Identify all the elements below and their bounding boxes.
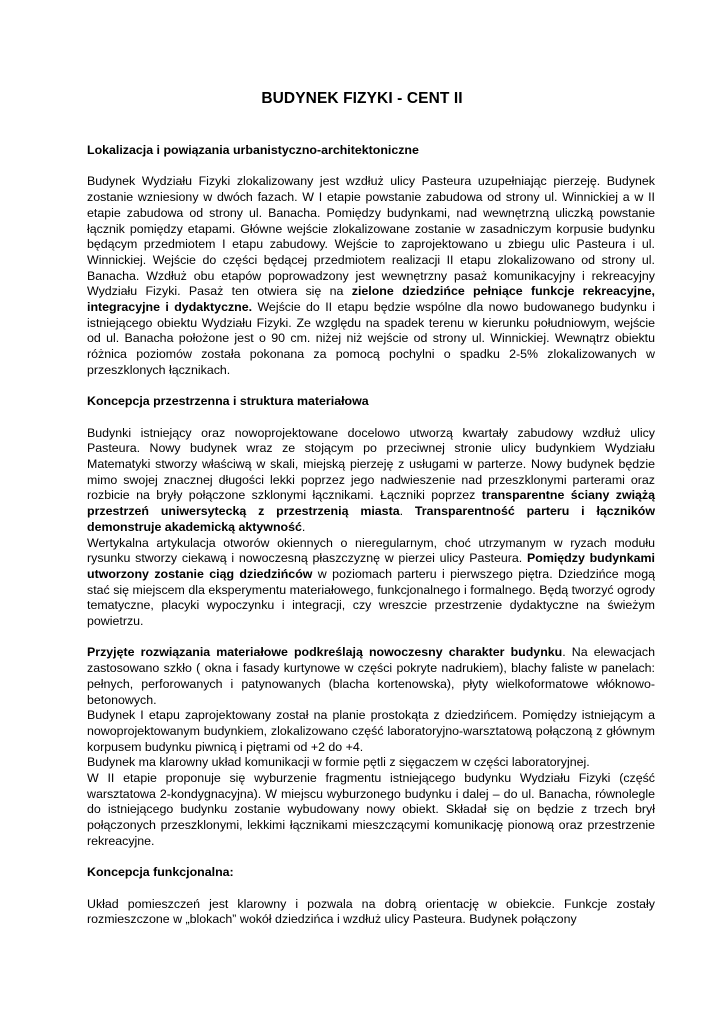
text-run: Budynki istniejący oraz nowoprojektowane docelowo utworzą kwartały zabudowy wzdłuż ulicy Pasteura. Nowy budynek wraz ze stojącym po przeciwnej stronie ulicy budynkiem Wydziału Matematyki stworzy właściwą w skali, miejską pierzeję z usługami w parterze. Nowy budynek będzie mimo swojej znacznej długości lekki poprzez jego nadwieszenie nad przeszklonymi parterami oraz rozbicie na bryły połączone szklonymi łącznikami. Łączniki poprzez xyxy=(87,425,655,503)
paragraph-spacer xyxy=(87,379,655,395)
body-paragraph xyxy=(87,771,655,850)
text-run: W II etapie proponuje się wyburzenie fragmentu istniejącego budynku Wydziału Fizyki (część warsztatowa 2-kondygnacyjna). W miejscu wyburzonego budynku i dalej – do ul. Banacha, równolegle do istniejącego budynku zostanie wybudowany nowy obiekt. Składał się on będzie z trzech brył połączonych przeszklonymi, lekkimi łącznikami mieszczącymi komunikację pionową oraz przestrzenie rekreacyjne. xyxy=(87,771,655,848)
text-run: . xyxy=(301,519,306,534)
emphasized-text: Przyjęte rozwiązania materiałowe podkreślają nowoczesny charakter budynku xyxy=(87,645,563,660)
section-heading: Koncepcja przestrzenna i struktura materiałowa xyxy=(87,394,369,409)
document-title: BUDYNEK FIZYKI - CENT II xyxy=(261,90,463,107)
body-paragraph xyxy=(87,645,655,708)
paragraph-spacer xyxy=(87,850,655,866)
emphasized-text: zielone dziedzińce pełniące funkcje rekreacyjne, integracyjne i dydaktyczne. xyxy=(87,284,655,315)
text-run: Budynek Wydziału Fizyki zlokalizowany jest wzdłuż ulicy Pasteura uzupełniając pierzeję. Budynek zostanie wzniesiony w dwóch fazach. W I etapie powstanie zabudowa od strony ul. Winnickiej a w II etapie zabudowa od strony ul. Banacha. Pomiędzy budynkami, nad wewnętrzną uliczką powstanie łącznik pomiędzy etapami. Główne wejście zlokalizowane zostanie w zasadniczym korpusie budynku będącym przedmiotem I etapu zabudowy. Wejście to zaprojektowano u zbiegu ulic Pasteura i ul. Winnickiej. Wejście do części będącej przedmiotem realizacji II etapu zlokalizowano od strony ul. Banacha. Wzdłuż obu etapów poprowadzony jest wewnętrzny pasaż komunikacyjny i rekreacyjny Wydziału Fizyki. Pasaż ten otwiera się na xyxy=(87,174,655,299)
paragraph-spacer xyxy=(87,881,655,897)
body-paragraph xyxy=(87,897,655,928)
emphasized-text: transparentne ściany zwiążą przestrzeń uniwersytecką z przestrzenią miasta xyxy=(87,488,655,519)
text-run: Budynek I etapu zaprojektowany został na planie prostokąta z dziedzińcem. Pomiędzy istniejącym a nowoprojektowanym budynkiem, zlokalizowano część laboratoryjno-warsztatową połączoną z głównym korpusem budynku piwnicą i piętrami od +2 do +4. xyxy=(87,708,655,754)
body-paragraph xyxy=(87,426,655,536)
emphasized-text: Transparentność parteru i łączników demonstruje akademicką aktywność xyxy=(87,504,655,534)
body-paragraph xyxy=(87,536,655,630)
text-run: Budynek ma klarowny układ komunikacji w formie pętli z sięgaczem w części laboratoryjnej. xyxy=(87,755,590,770)
body-paragraph xyxy=(87,708,655,755)
text-run: Wejście do II etapu będzie wspólne dla nowo budowanego budynku i istniejącego obiektu Wydziału Fizyki. Ze względu na spadek terenu w kierunku południowym, wejście od ul. Banacha położone jest o 90 cm. niżej niż wejście od strony ul. Winnickiej. Wewnątrz obiektu różnica poziomów została pokonana za pomocą pochylni o spadku 2-5% zlokalizowanych w przeszklonych łącznikach. xyxy=(87,300,656,377)
body-paragraph xyxy=(87,174,655,378)
document-body xyxy=(87,143,655,928)
text-run: . xyxy=(399,504,415,519)
text-run: Wertykalna artykulacja otworów okiennych o nieregularnym, choć utrzymanym w ryzach modułu rysunku stworzy ciekawą i nowoczesną płaszczyznę w pierzei ulicy Pasteura. xyxy=(87,535,655,566)
section-heading: Lokalizacja i powiązania urbanistyczno-architektoniczne xyxy=(87,143,419,157)
emphasized-text: Pomiędzy budynkami utworzony zostanie ciąg dziedzińców xyxy=(87,551,655,581)
text-run: Układ pomieszczeń jest klarowny i pozwala na dobrą orientację w obiekcie. Funkcje zostały rozmieszczone w „blokach” wokół dziedzińca i wzdłuż ulicy Pasteura. Budynek połączony xyxy=(87,896,655,927)
text-run: . Na elewacjach zastosowano szkło ( okna i fasady kurtynowe w części pokryte nadrukiem), blachy faliste w panelach: pełnych, perforowanych i patynowanych (blacha kortenowska), płyty wielkoformatowe włóknowo-betonowych. xyxy=(87,645,656,707)
paragraph-spacer xyxy=(87,159,655,175)
text-run: w poziomach parteru i pierwszego piętra. Dziedzińce mogą stać się miejscem dla eksperymentu materiałowego, funkcjonalnego i formalnego. Będą tworzyć ogrody tematyczne, placyki wypoczynku i integracji, czy wreszcie przestrzenie dydaktyczne na świeżym powietrzu. xyxy=(87,566,655,629)
section-heading: Koncepcja funkcjonalna: xyxy=(87,865,234,880)
paragraph-spacer xyxy=(87,630,655,646)
body-paragraph xyxy=(87,755,655,771)
paragraph-spacer xyxy=(87,410,655,426)
